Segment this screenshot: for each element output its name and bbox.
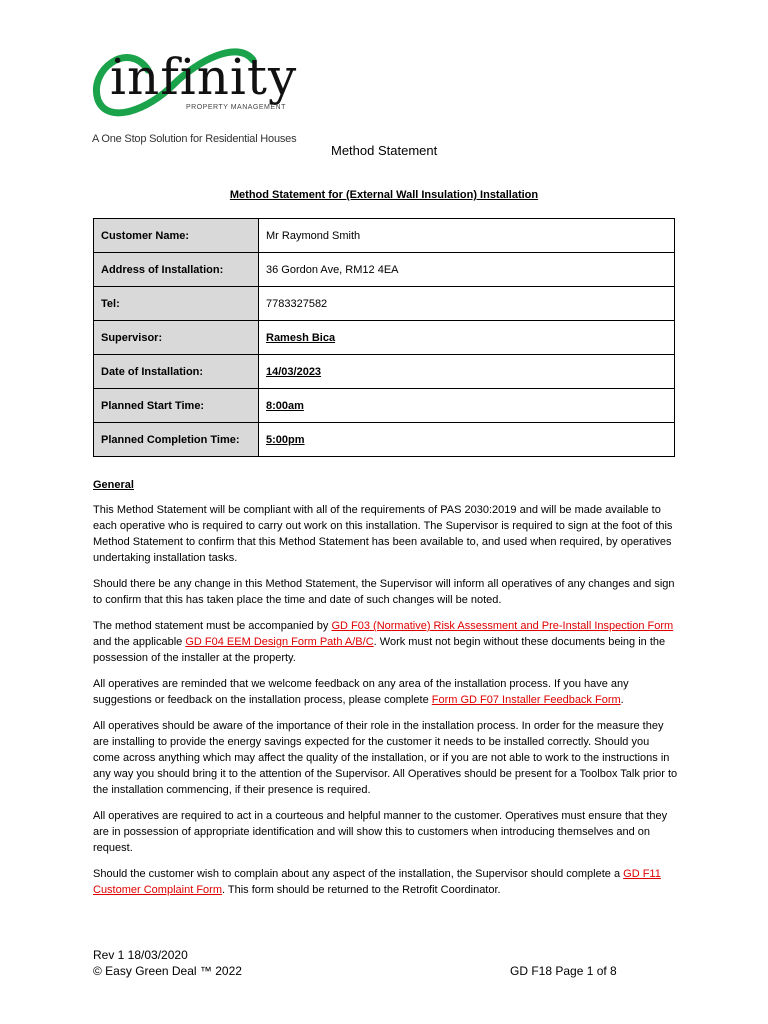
eem-design-form-link[interactable]: GD F04 EEM Design Form Path A/B/C xyxy=(185,636,374,648)
table-row xyxy=(94,219,675,253)
customer-complaint-form-link[interactable]: GD F11 Customer Complaint Form xyxy=(93,868,661,896)
installation-info-table xyxy=(93,218,675,457)
general-section xyxy=(93,477,678,908)
paragraph-accompanying-docs xyxy=(93,618,678,666)
company-logo xyxy=(88,40,308,150)
footer-left xyxy=(93,947,242,979)
text: All operatives are reminded that we welcome feedback on any area of the installation process. If you have any suggestions or feedback on the installation process, please complete xyxy=(93,678,629,706)
text: The method statement must be accompanied by xyxy=(93,620,332,632)
customer-name-value: Mr Raymond Smith xyxy=(259,219,675,253)
copyright-text: © Easy Green Deal ™ 2022 xyxy=(93,964,242,978)
paragraph-courtesy: All operatives are required to act in a courteous and helpful manner to the customer. Operatives must ensure that they are in possession of appropriate identification and will show this to customers when introducing themselves and on request. xyxy=(93,810,668,854)
general-heading: General xyxy=(93,479,134,491)
paragraph-feedback xyxy=(93,676,678,708)
table-row xyxy=(94,321,675,355)
row-label: Supervisor: xyxy=(94,321,259,355)
paragraph-complaints xyxy=(93,866,678,898)
row-label: Tel: xyxy=(94,287,259,321)
table-row xyxy=(94,423,675,457)
paragraph-compliance: This Method Statement will be compliant with all of the requirements of PAS 2030:2019 and will be made available to each operative who is required to carry out work on this installation. The Supervisor is required to sign at the foot of this Method Statement to confirm that this Method Statement has been available to, and used when required, by operatives undertaking installation tasks. xyxy=(93,504,673,564)
document-title: Method Statement for (External Wall Insulation) Installation xyxy=(229,189,539,201)
revision-text: Rev 1 18/03/2020 xyxy=(93,948,188,962)
row-label: Address of Installation: xyxy=(94,253,259,287)
paragraph-changes: Should there be any change in this Method Statement, the Supervisor will inform all operatives of any changes and sign to confirm that this has taken place the time and date of such changes will be noted. xyxy=(93,578,675,606)
text: Should the customer wish to complain about any aspect of the installation, the Supervisor should complete a xyxy=(93,868,624,880)
logo-tagline: A One Stop Solution for Residential Houses xyxy=(92,133,297,145)
page-number: GD F18 Page 1 of 8 xyxy=(510,964,617,978)
row-label: Planned Start Time: xyxy=(94,389,259,423)
logo-wordmark: infinity xyxy=(110,48,298,106)
row-label: Date of Installation: xyxy=(94,355,259,389)
row-label: Planned Completion Time: xyxy=(94,423,259,457)
address-value: 36 Gordon Ave, RM12 4EA xyxy=(259,253,675,287)
logo-subtitle: PROPERTY MANAGEMENT xyxy=(186,104,286,111)
text: . This form should be returned to the Retrofit Coordinator. xyxy=(221,884,501,896)
installation-date-value: 14/03/2023 xyxy=(259,355,675,389)
table-row xyxy=(94,389,675,423)
risk-assessment-form-link[interactable]: GD F03 (Normative) Risk Assessment and Pre-Install Inspection Form xyxy=(331,620,674,632)
text: . xyxy=(620,694,624,706)
paragraph-operative-role: All operatives should be aware of the importance of their role in the installation process. In order for the measure they are installing to provide the energy savings expected for the customer it needs to be installed correctly. Should you come across anything which may affect the quality of the installation, or if you are not able to work to the instructions in any way you should bring it to the attention of the Supervisor. All Operatives should be present for a Toolbox Talk prior to the installation commencing, if their presence is required. xyxy=(93,720,678,796)
table-row xyxy=(94,287,675,321)
supervisor-value: Ramesh Bica xyxy=(259,321,675,355)
completion-time-value: 5:00pm xyxy=(259,423,675,457)
row-label: Customer Name: xyxy=(94,219,259,253)
text: and the applicable xyxy=(93,636,186,648)
start-time-value: 8:00am xyxy=(259,389,675,423)
document-type: Method Statement xyxy=(331,143,438,158)
table-row xyxy=(94,253,675,287)
tel-value: 7783327582 xyxy=(259,287,675,321)
installer-feedback-form-link[interactable]: Form GD F07 Installer Feedback Form xyxy=(431,694,621,706)
table-row xyxy=(94,355,675,389)
text: . Work must not begin without these documents being in the possession of the installer at the property. xyxy=(93,636,666,664)
